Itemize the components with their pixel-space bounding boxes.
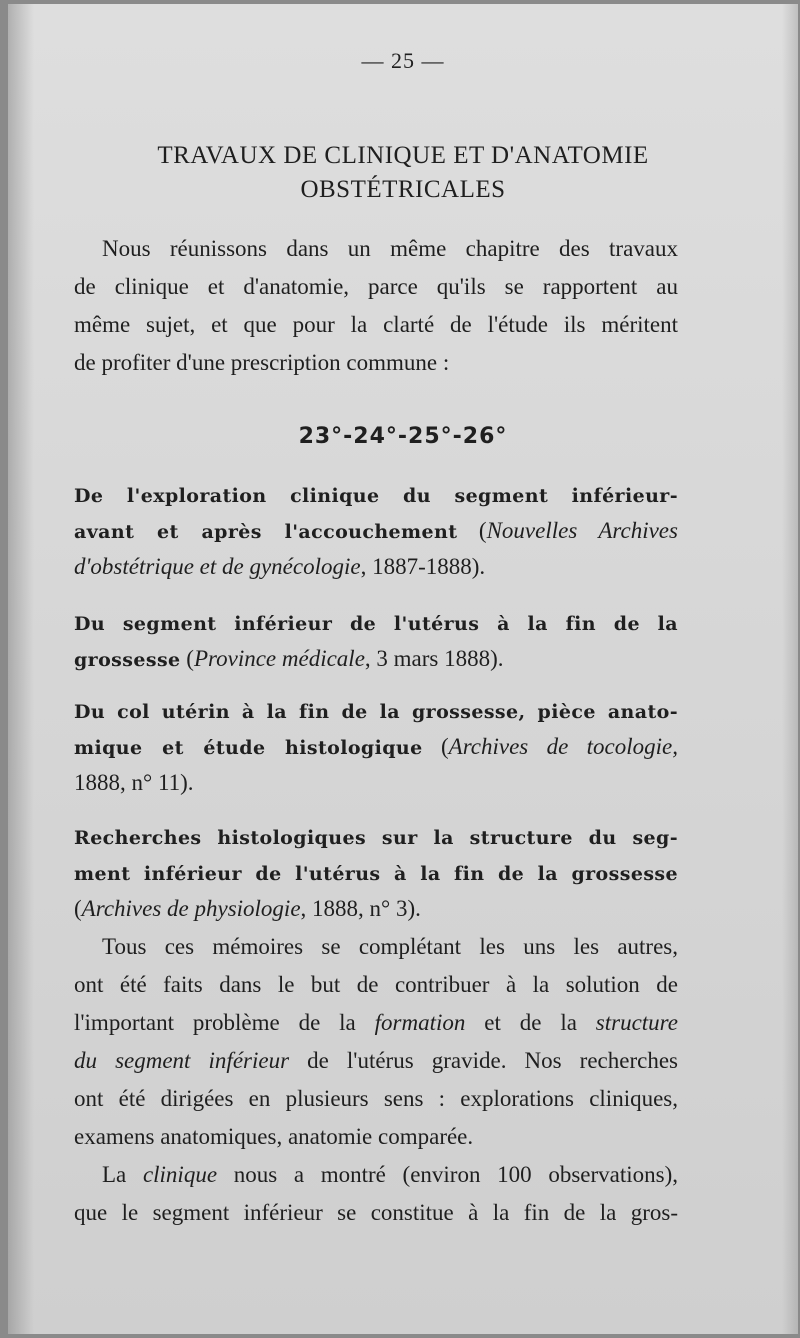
ref2-line-2	[74, 640, 678, 679]
para3-l1-rest: nous a montré (environ 100 observations),	[217, 1162, 678, 1187]
intro-line-4: de profiter d'une prescription commune :	[74, 350, 450, 375]
para2-l3-formation: formation	[374, 1010, 466, 1035]
ref4-line-1	[74, 818, 678, 857]
ref2-paren: (	[180, 646, 194, 671]
ref1-title-a: De l'exploration clinique du segment inférieur-	[74, 485, 678, 507]
para3-l1-clinique: clinique	[142, 1162, 218, 1187]
para2-line-4	[74, 1042, 678, 1080]
ref3-title-a: Du col utérin à la fin de la grossesse, pièce anato-	[74, 701, 678, 723]
ref4-title-a: Recherches histologiques sur la structure du seg-	[74, 827, 678, 849]
chapter-title-line-2: OBSTÉTRICALES	[300, 176, 506, 203]
ref3-line-2	[74, 728, 678, 767]
para2-line-5: ont été dirigées en plusieurs sens : explorations cliniques,	[74, 1086, 678, 1111]
para2-l4-rest: de l'utérus gravide. Nos recherches	[289, 1048, 678, 1073]
para3-l1-a: La	[102, 1162, 143, 1187]
ref2-journal: Province médicale	[193, 646, 365, 671]
para2-l3-b: et de la	[465, 1010, 596, 1035]
ref4-paren: (	[74, 896, 82, 921]
para2-line-2: ont été faits dans le but de contribuer à la solution de	[74, 972, 678, 997]
ref4-line-2	[74, 854, 678, 893]
ref2-line-1	[74, 604, 678, 643]
ref1-title-b: avant et après l'accouchement	[74, 521, 458, 543]
intro-line-1: Nous réunissons dans un même chapitre des travaux	[102, 236, 678, 261]
para2-line-6: examens anatomiques, anatomie comparée.	[74, 1124, 474, 1149]
page-gutter-shadow	[8, 4, 34, 1334]
para2-l4-segment: du segment inférieur	[74, 1048, 290, 1073]
book-page	[8, 4, 798, 1334]
ref1-paren: (	[457, 518, 487, 543]
para2-line-3	[74, 1004, 678, 1042]
chapter-title-line-1: TRAVAUX DE CLINIQUE ET D'ANATOMIE	[157, 142, 649, 169]
ref2-title-a: Du segment inférieur de l'utérus à la fin de la	[74, 613, 678, 635]
ref3-title-b: mique et étude histologique	[74, 737, 423, 759]
ref2-date: , 3 mars 1888).	[364, 646, 504, 671]
para2-l3-structure: structure	[595, 1010, 678, 1035]
ref1-line-3	[74, 548, 678, 586]
ref1-date: , 1887-1888).	[360, 554, 486, 579]
ref4-journal: Archives de physiologie	[81, 896, 301, 921]
ref3-paren: (	[422, 734, 449, 759]
ref2-title-b: grossesse	[74, 649, 181, 671]
page-number: — 25 —	[361, 48, 445, 73]
ref1-journal-a: Nouvelles Archives	[486, 518, 678, 543]
para3-line-2: que le segment inférieur se constitue à la fin de la gros-	[74, 1200, 678, 1225]
ref3-line-1	[74, 692, 678, 731]
ref3-journal: Archives de tocologie,	[448, 734, 678, 759]
ref1-journal-b: d'obstétrique et de gynécologie	[74, 554, 361, 579]
para2-l3-a: l'important problème de la	[74, 1010, 375, 1035]
para2-line-1: Tous ces mémoires se complétant les uns les autres,	[102, 934, 678, 959]
ref4-line-3	[74, 890, 678, 928]
para3-line-1	[74, 1156, 678, 1194]
publication-numbers: 23°-24°-25°-26°	[298, 424, 508, 449]
ref1-line-2	[74, 512, 678, 551]
page-edge-shadow	[782, 4, 798, 1334]
intro-line-3: même sujet, et que pour la clarté de l'étude ils méritent	[74, 312, 678, 337]
ref4-title-b: ment inférieur de l'utérus à la fin de la grossesse	[74, 863, 678, 885]
ref3-line-3: 1888, n° 11).	[74, 770, 194, 795]
ref1-line-1	[74, 476, 678, 515]
intro-line-2: de clinique et d'anatomie, parce qu'ils se rapportent au	[74, 274, 678, 299]
ref4-date: , 1888, n° 3).	[300, 896, 421, 921]
